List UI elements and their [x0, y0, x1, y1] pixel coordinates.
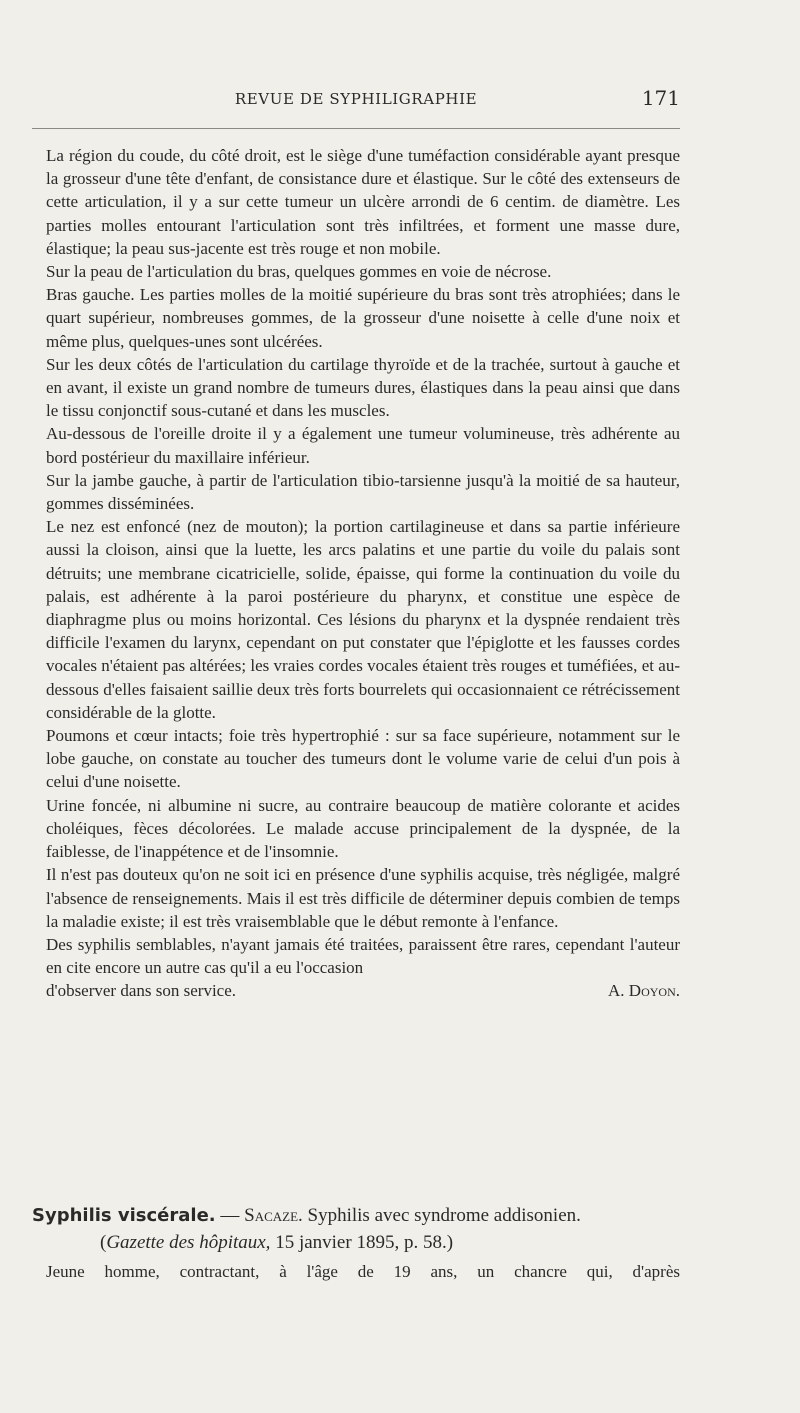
heading-dash: — [220, 1205, 240, 1226]
paragraph: Le nez est enfoncé (nez de mouton); la portion cartilagineuse et dans sa partie inférieure aussi la cloison, ainsi que la luette, les arcs palatins et une partie du voile du palais sont détruits; une membrane cicatricielle, solide, épaisse, qui forme la continuation du voile du palais, est adhérente à la paroi postérieure du pharynx, et constitue une espèce de diaphragme plus ou moins horizontal. Ces lésions du pharynx et la dyspnée rendaient très difficile l'examen du larynx, cependant on put constater que l'épiglotte et les fausses cordes vocales n'étaient pas altérées; les vraies cordes vocales étaient très rouges et tuméfiées, et au-dessous d'elles faisaient saillie deux très forts bourrelets qui occasionnaient ce rétrécissement considérable de la glotte. [46, 517, 680, 722]
paragraph: Sur les deux côtés de l'articulation du cartilage thyroïde et de la trachée, surtout à gauche et en avant, il existe un grand nombre de tumeurs dures, élastiques dans la peau ainsi que dans le tissu conjonctif sous-cutané et dans les muscles. [46, 354, 680, 421]
entry-source [32, 1229, 680, 1256]
source-open-paren: ( [100, 1232, 107, 1253]
running-title: REVUE DE SYPHILIGRAPHIE [234, 90, 478, 108]
final-line: d'observer dans son service. [46, 981, 237, 1001]
page-number: 171 [641, 86, 680, 110]
page-header [32, 84, 680, 116]
source-details: 15 janvier 1895, p. 58.) [275, 1232, 454, 1253]
entry-author: Sacaze. [244, 1205, 303, 1226]
paragraph: Des syphilis semblables, n'ayant jamais été traitées, paraissent être rares, cependant l'auteur en cite encore un autre cas qu'il a eu l'occasion [46, 934, 680, 978]
paragraph: La région du coude, du côté droit, est le siège d'une tuméfaction considérable ayant presque la grosseur d'une tête d'enfant, de consistance dure et élastique. Sur le côté des extenseurs de cette articulation, il y a sur cette tumeur un ulcère arrondi de 6 centim. de diamètre. Les parties molles entourant l'articulation sont très infiltrées, et forment une masse dure, élastique; la peau sus-jacente est très rouge et non mobile. [46, 146, 680, 258]
signature-line [46, 979, 680, 1002]
review-entry [32, 1202, 680, 1256]
article-body [46, 144, 680, 1003]
header-rule [32, 128, 680, 129]
paragraph: Au-dessous de l'oreille droite il y a également une tumeur volumineuse, très adhérente au bord postérieur du maxillaire inférieur. [46, 424, 680, 467]
signature: A. Doyon. [608, 981, 680, 1001]
paragraph: Sur la peau de l'articulation du bras, quelques gommes en voie de nécrose. [46, 262, 552, 282]
entry-first-line: Jeune homme, contractant, à l'âge de 19 ans, un chancre qui, d'après [46, 1262, 680, 1281]
paragraph: Urine foncée, ni albumine ni sucre, au contraire beaucoup de matière colorante et acides choléiques, fèces décolorées. Le malade accuse principalement de la dyspnée, de la faiblesse, de l'inappétence et de l'insomnie. [46, 795, 680, 862]
paragraph: Sur la jambe gauche, à partir de l'articulation tibio-tarsienne jusqu'à la moitié de sa hauteur, gommes disséminées. [46, 470, 680, 514]
entry-title: Syphilis avec syndrome addisonien. [307, 1205, 581, 1226]
paragraph: Bras gauche. Les parties molles de la moitié supérieure du bras sont très atrophiées; dans le quart supérieur, nombreuses gommes, de la grosseur d'une noisette à celle d'une noix et même plus, quelques-unes sont ulcérées. [46, 285, 680, 351]
section-heading: Syphilis viscérale. [32, 1205, 216, 1226]
source-journal: Gazette des hôpitaux, [106, 1232, 271, 1253]
paragraph: Il n'est pas douteux qu'on ne soit ici en présence d'une syphilis acquise, très négligée, malgré l'absence de renseignements. Mais il est très difficile de déterminer depuis combien de temps la maladie existe; il est très vraisemblable que le début remonte à l'enfance. [46, 865, 680, 931]
paragraph: Poumons et cœur intacts; foie très hypertrophié : sur sa face supérieure, notamment sur le lobe gauche, on constate au toucher des tumeurs dont le volume varie de celui d'un pois à celui d'une noisette. [46, 726, 680, 792]
entry-heading-line [32, 1202, 680, 1229]
